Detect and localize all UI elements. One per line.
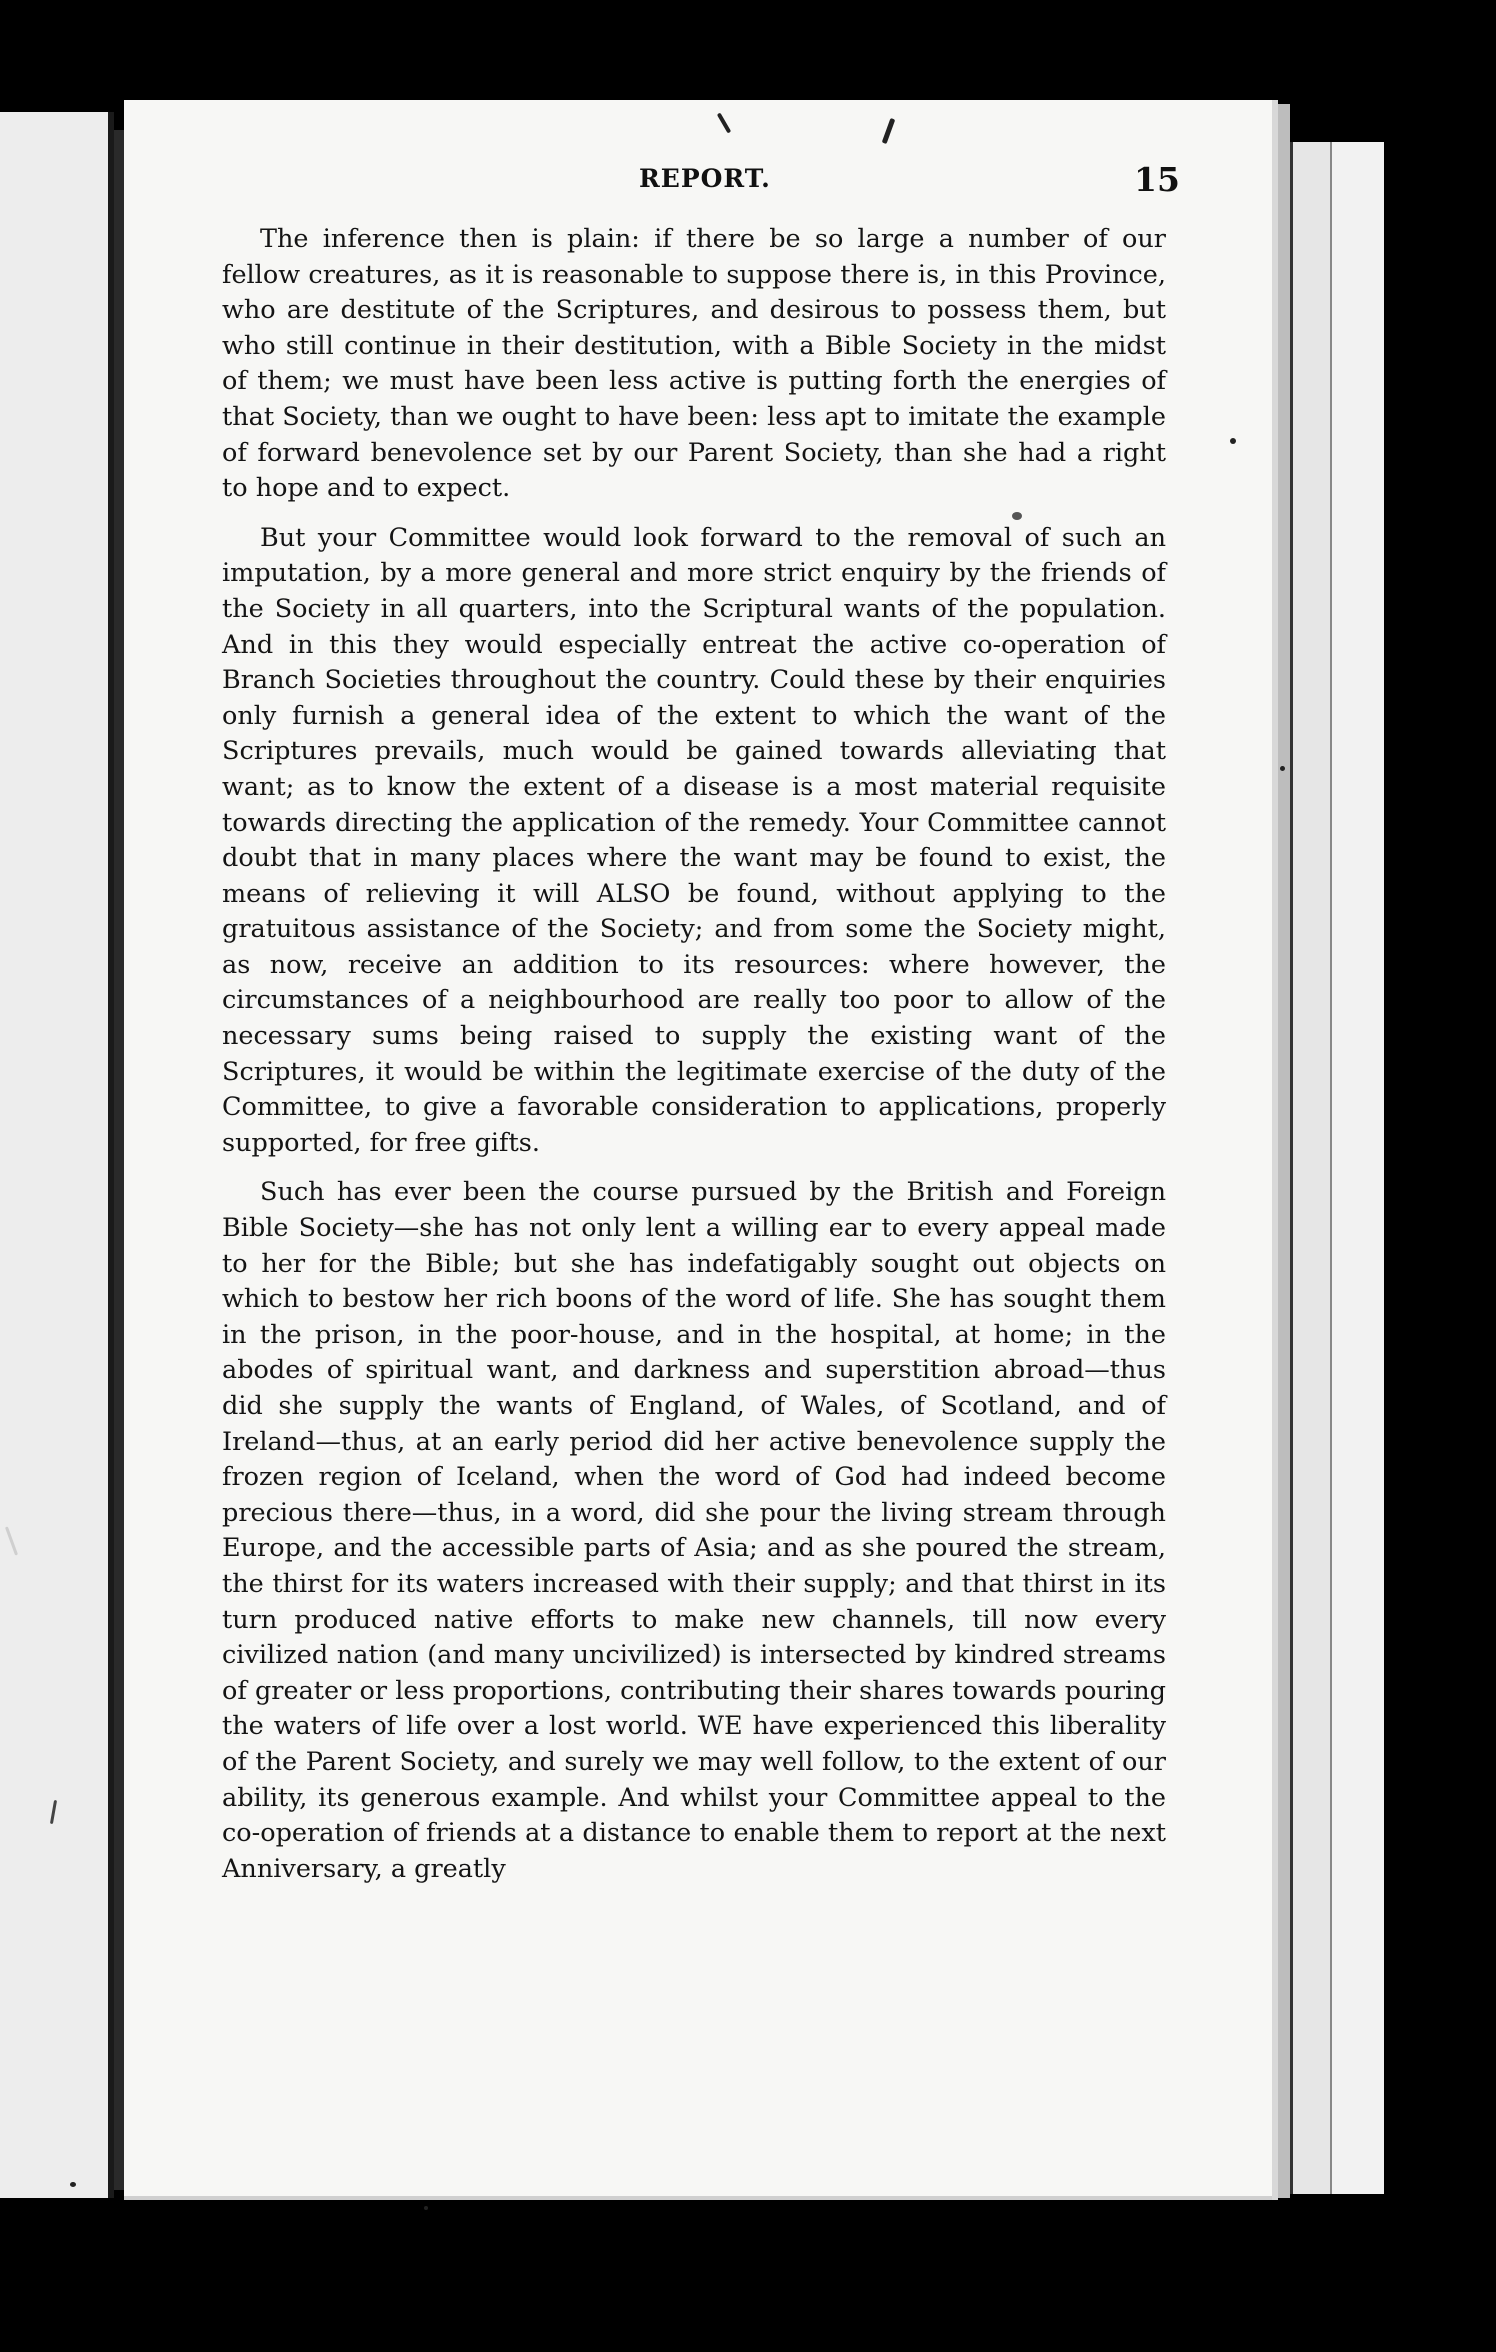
running-title: REPORT. bbox=[639, 164, 771, 193]
folded-leaf-edge-outer bbox=[1330, 142, 1384, 2194]
scan-speck bbox=[1230, 438, 1236, 444]
paragraph-parent-society: Such has ever been the course pursued by the British and Foreign Bible Society—she has not only lent a willing ear to every appeal made to her for the Bible; but she has indefatigably sought out objects on which to bestow her rich boons of the word of life. She has sought them in the prison, in the poor-house, and in the hospital, at home; in the abodes of spiritual want, and darkness and superstition abroad—thus did she supply the wants of England, of Wales, of Scotland, and of Ireland—thus, at an early period did her active benevolence supply the frozen region of Iceland, when the word of God had indeed become precious there—thus, in a word, did she pour the living stream through Europe, and the accessible parts of Asia; and as she poured the stream, the thirst for its waters increased with their supply; and that thirst in its turn produced native efforts to make new channels, till now every civilized nation (and many uncivilized) is intersected by kindred streams of greater or less proportions, contributing their shares towards pouring the waters of life over a lost world. WE have experienced this liberality of the Parent Society, and surely we may well follow, to the extent of our ability, its generous example. And whilst your Committee appeal to the co-operation of friends at a distance to enable them to report at the next Anniversary, a greatly bbox=[222, 1177, 1166, 1884]
page-body bbox=[222, 222, 1166, 1887]
paragraph-committee-enquiry: But your Committee would look forward to the removal of such an imputation, by a more general and more strict enquiry by the friends of the Society in all quarters, into the Scriptural wants of the population. And in this they would especially entreat the active co-operation of Branch Societies throughout the country. Could these by their enquiries only furnish a general idea of the extent to which the want of the Scriptures prevails, much would be gained towards alleviating that want; as to know the extent of a disease is a most material requisite towards directing the application of the remedy. Your Committee cannot doubt that in many places where the want may be found to exist, the means of relieving it will ALSO be found, without applying to the gratuitous assistance of the Society; and from some the Society might, as now, receive an addition to its resources: where however, the circumstances of a neighbourhood are really too poor to allow of the necessary sums being raised to supply the existing want of the Scriptures, it would be within the legitimate exercise of the duty of the Committee, to give a favorable consideration to applications, properly supported, for free gifts. bbox=[222, 522, 1166, 1158]
folded-leaf-edge bbox=[1290, 142, 1333, 2194]
paragraph-inference: The inference then is plain: if there be so large a number of our fellow creatures, as it is reasonable to suppose there is, in this Province, who are destitute of the Scriptures, and desirous to possess them, but who still continue in their destitution, with a Bible Society in the midst of them; we must have been less active is putting forth the energies of that Society, than we ought to have been: less apt to imitate the example of forward benevolence set by our Parent Society, than she had a right to hope and to expect. bbox=[222, 224, 1166, 504]
running-header bbox=[124, 160, 1278, 200]
page-number: 15 bbox=[1134, 160, 1180, 199]
scan-speck bbox=[70, 2182, 76, 2187]
page-edge-shadow bbox=[1278, 104, 1290, 2198]
scan-speck bbox=[1280, 766, 1285, 771]
scan-speck bbox=[1012, 512, 1022, 520]
scan-speck bbox=[424, 2206, 428, 2210]
previous-page-edge bbox=[0, 112, 114, 2198]
